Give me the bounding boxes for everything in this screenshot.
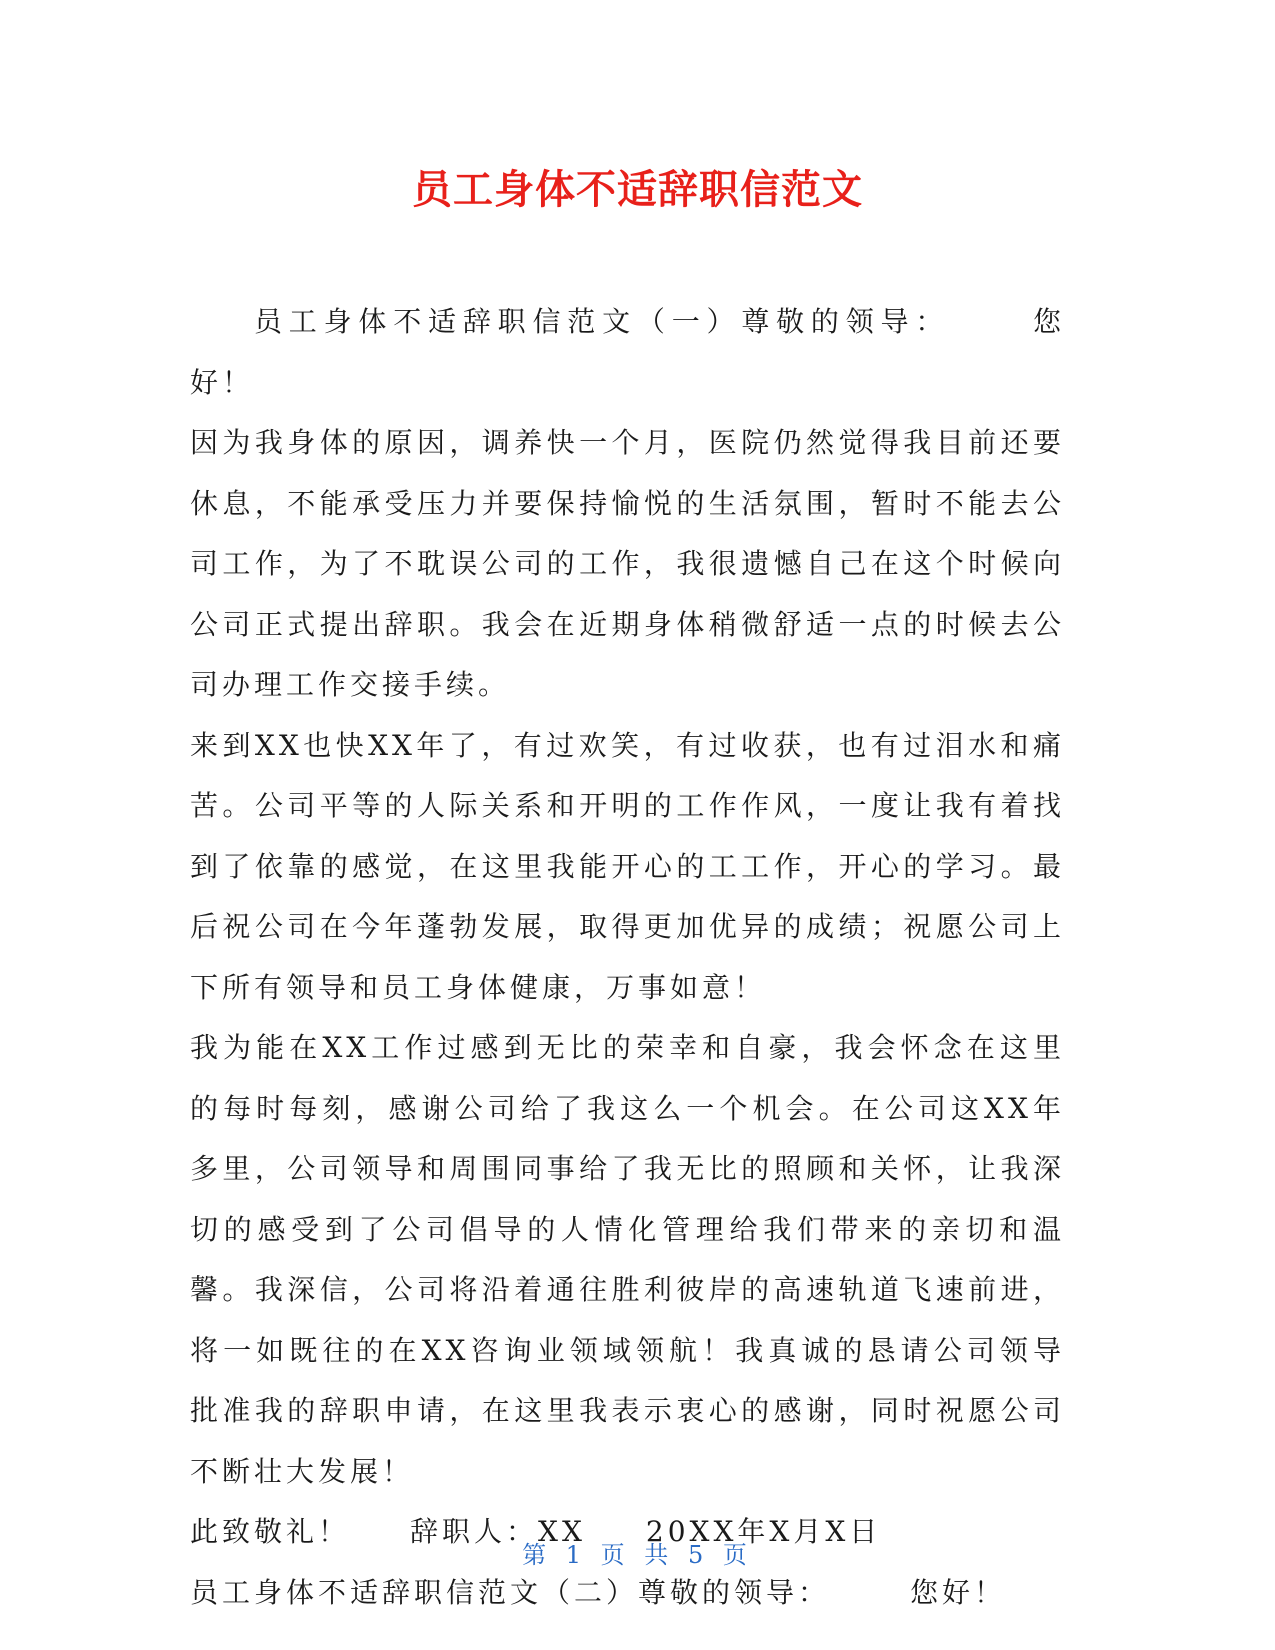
letter2-heading: 员工身体不适辞职信范文（二）尊敬的领导： <box>190 1575 831 1609</box>
letter1-date: 20XX年X月X日 <box>645 1515 882 1548</box>
document-body <box>190 292 1065 1623</box>
letter1-greeting: 您好！ <box>190 305 1065 399</box>
letter1-paragraph-2: 来到XX也快XX年了，有过欢笑，有过收获，也有过泪水和痛苦。公司平等的人际关系和开明的工作作风，一度让我有着找到了依靠的感觉，在这里我能开心的工工作，开心的学习。最后祝公司在今年蓬勃发展，取得更加优异的成绩；祝愿公司上下所有领导和员工身体健康，万事如意！ <box>190 728 1065 1004</box>
letter1-heading: 员工身体不适辞职信范文（一）尊敬的领导： <box>254 305 951 338</box>
letter1-paragraph-3: 我为能在XX工作过感到无比的荣幸和自豪，我会怀念在这里的每时每刻，感谢公司给了我这么一个机会。在公司这XX年多里，公司领导和周围同事给了我无比的照顾和关怀，让我深切的感受到了公司倡导的人情化管理给我们带来的亲切和温馨。我深信，公司将沿着通往胜利彼岸的高速轨道飞速前进，将一如既往的在XX咨询业领域领航！我真诚的恳请公司领导批准我的辞职申请，在这里我表示衷心的感谢，同时祝愿公司不断壮大发展！ <box>190 1031 1065 1488</box>
letter1-closing: 此致敬礼！ <box>190 1515 351 1548</box>
letter1-opening <box>190 292 1065 413</box>
document-title: 员工身体不适辞职信范文 <box>412 167 863 213</box>
page-number-footer: 第 1 页 共 5 页 <box>522 1541 753 1569</box>
letter1-signer: 辞职人：XX <box>410 1515 586 1548</box>
letter1-paragraph-1: 因为我身体的原因，调养快一个月，医院仍然觉得我目前还要休息，不能承受压力并要保持愉悦的生活氛围，暂时不能去公司工作，为了不耽误公司的工作，我很遗憾自己在这个时候向公司正式提出辞职。我会在近期身体稍微舒适一点的时候去公司办理工作交接手续。 <box>190 426 1065 701</box>
letter2-greeting: 您好！ <box>910 1575 1007 1609</box>
